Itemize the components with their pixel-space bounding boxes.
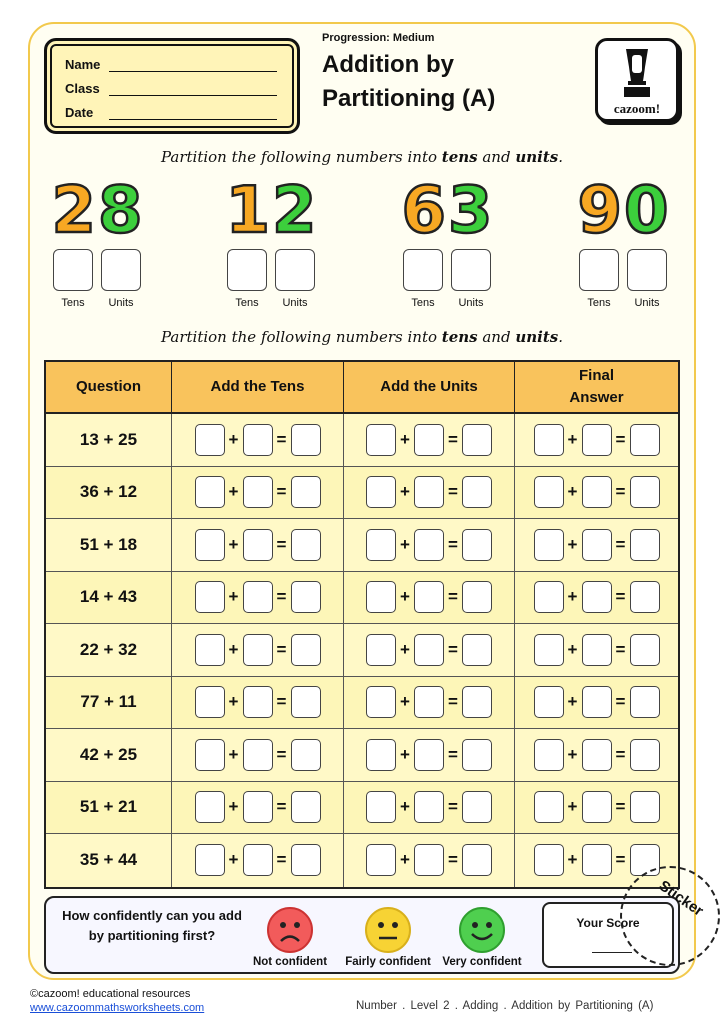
tens-label: Tens xyxy=(411,297,435,309)
equals-sign: = xyxy=(615,587,626,607)
question-cell: 51 + 21 xyxy=(46,782,172,834)
answer-box[interactable] xyxy=(366,739,396,771)
table-row xyxy=(46,414,678,467)
answer-box[interactable] xyxy=(462,581,492,613)
date-label: Date xyxy=(65,105,94,120)
plus-sign: + xyxy=(567,534,578,554)
tens-sum-cell xyxy=(172,834,344,887)
plus-sign: + xyxy=(567,744,578,764)
plus-sign: + xyxy=(400,692,410,712)
equation xyxy=(366,634,492,666)
answer-box[interactable] xyxy=(414,739,444,771)
answer-box[interactable] xyxy=(366,686,396,718)
question-cell: 13 + 25 xyxy=(46,414,172,466)
equals-sign: = xyxy=(276,482,287,502)
equation xyxy=(534,844,660,876)
equals-sign: = xyxy=(448,429,458,449)
answer-box[interactable] xyxy=(582,634,612,666)
answer-box[interactable] xyxy=(195,581,225,613)
question-cell: 22 + 32 xyxy=(46,624,172,676)
units-answer-box[interactable] xyxy=(451,249,491,291)
equation xyxy=(366,791,492,823)
tens-label: Tens xyxy=(587,297,611,309)
number-group xyxy=(216,175,326,309)
equation xyxy=(195,476,321,508)
answer-box[interactable] xyxy=(582,791,612,823)
equation xyxy=(195,791,321,823)
equals-sign: = xyxy=(615,797,626,817)
units-label: Units xyxy=(282,297,308,309)
equals-sign: = xyxy=(276,692,287,712)
equals-sign: = xyxy=(448,850,458,870)
answer-box[interactable] xyxy=(462,424,492,456)
instruction-units: units xyxy=(515,328,559,346)
plus-sign: + xyxy=(567,429,578,449)
final-answer-cell xyxy=(515,729,678,781)
equals-sign: = xyxy=(276,429,287,449)
equals-sign: = xyxy=(448,534,458,554)
student-info-box xyxy=(44,38,300,134)
equals-sign: = xyxy=(615,850,626,870)
answer-box[interactable] xyxy=(366,791,396,823)
plus-sign: + xyxy=(400,797,410,817)
equals-sign: = xyxy=(448,797,458,817)
copyright-block xyxy=(30,987,204,1015)
answer-box[interactable] xyxy=(195,634,225,666)
equals-sign: = xyxy=(448,744,458,764)
logo-figure-icon xyxy=(620,47,654,99)
answer-box[interactable] xyxy=(534,581,564,613)
units-label: Units xyxy=(634,297,660,309)
tens-digit: 9 xyxy=(577,174,622,248)
instruction-text: Partition the following numbers into xyxy=(160,328,442,346)
answer-box[interactable] xyxy=(582,686,612,718)
answer-box[interactable] xyxy=(582,424,612,456)
final-answer-cell xyxy=(515,519,678,571)
units-answer-box[interactable] xyxy=(101,249,141,291)
equals-sign: = xyxy=(448,482,458,502)
equation xyxy=(366,739,492,771)
equation xyxy=(195,581,321,613)
plus-sign: + xyxy=(228,850,239,870)
tens-label: Tens xyxy=(235,297,259,309)
table-row xyxy=(46,677,678,730)
tens-label: Tens xyxy=(61,297,85,309)
tens-sum-cell xyxy=(172,729,344,781)
answer-box[interactable] xyxy=(534,739,564,771)
answer-box[interactable] xyxy=(366,529,396,561)
plus-sign: + xyxy=(228,692,239,712)
answer-box[interactable] xyxy=(291,424,321,456)
answer-box[interactable] xyxy=(630,739,660,771)
plus-sign: + xyxy=(400,744,410,764)
instruction-and: and xyxy=(477,148,516,166)
equals-sign: = xyxy=(276,744,287,764)
units-sum-cell xyxy=(344,467,515,519)
answer-box[interactable] xyxy=(414,686,444,718)
units-digit: 0 xyxy=(624,174,669,248)
answer-box[interactable] xyxy=(195,529,225,561)
answer-box[interactable] xyxy=(462,686,492,718)
plus-sign: + xyxy=(228,429,239,449)
answer-box[interactable] xyxy=(582,529,612,561)
answer-box[interactable] xyxy=(462,791,492,823)
answer-box[interactable] xyxy=(195,739,225,771)
units-answer-box[interactable] xyxy=(627,249,667,291)
fairly-confident-label: Fairly confident xyxy=(345,956,431,968)
answer-box[interactable] xyxy=(366,581,396,613)
header-final-answer-label: Final Answer xyxy=(569,367,624,406)
units-label: Units xyxy=(458,297,484,309)
answer-box[interactable] xyxy=(366,424,396,456)
final-answer-cell xyxy=(515,572,678,624)
tens-digit: 1 xyxy=(225,174,270,248)
instruction-units: units xyxy=(515,148,559,166)
plus-sign: + xyxy=(228,639,239,659)
plus-sign: + xyxy=(567,692,578,712)
title-line-2: Partitioning (A) xyxy=(322,85,496,112)
happy-face-icon[interactable] xyxy=(458,906,506,954)
tens-answer-box[interactable] xyxy=(53,249,93,291)
plus-sign: + xyxy=(400,534,410,554)
equals-sign: = xyxy=(276,587,287,607)
equals-sign: = xyxy=(448,692,458,712)
final-answer-cell xyxy=(515,414,678,466)
plus-sign: + xyxy=(567,639,578,659)
answer-box[interactable] xyxy=(243,424,273,456)
answer-box[interactable] xyxy=(630,529,660,561)
equals-sign: = xyxy=(615,534,626,554)
confidence-question: How confidently can you add by partitioning first? xyxy=(62,908,242,943)
tens-sum-cell xyxy=(172,414,344,466)
answer-box[interactable] xyxy=(366,634,396,666)
tens-digit: 2 xyxy=(51,174,96,248)
sad-face-icon[interactable] xyxy=(266,906,314,954)
instruction-end: . xyxy=(558,328,564,346)
units-digit: 2 xyxy=(272,174,317,248)
tens-sum-cell xyxy=(172,624,344,676)
answer-box[interactable] xyxy=(630,791,660,823)
equation xyxy=(195,686,321,718)
equation xyxy=(366,686,492,718)
plus-sign: + xyxy=(228,482,239,502)
name-line[interactable] xyxy=(109,71,277,72)
equation xyxy=(195,634,321,666)
class-label: Class xyxy=(65,81,100,96)
copyright-text: ©cazoom! educational resources xyxy=(30,988,191,1000)
plus-sign: + xyxy=(228,587,239,607)
equals-sign: = xyxy=(448,587,458,607)
answer-box[interactable] xyxy=(534,686,564,718)
instruction-tens: tens xyxy=(441,328,478,346)
units-sum-cell xyxy=(344,782,515,834)
score-label: Your Score xyxy=(576,916,640,930)
plus-sign: + xyxy=(567,797,578,817)
tens-sum-cell xyxy=(172,467,344,519)
answer-box[interactable] xyxy=(414,844,444,876)
title-line-1: Addition by xyxy=(322,51,454,78)
equation xyxy=(534,424,660,456)
answer-box[interactable] xyxy=(195,476,225,508)
footer-breadcrumb: Number . Level 2 . Adding . Addition by Partitioning (A) xyxy=(356,1000,654,1012)
equation xyxy=(366,424,492,456)
number-group xyxy=(392,175,502,309)
equals-sign: = xyxy=(448,639,458,659)
answer-box[interactable] xyxy=(534,634,564,666)
plus-sign: + xyxy=(228,534,239,554)
final-answer-cell xyxy=(515,467,678,519)
table-body xyxy=(46,414,678,887)
answer-box[interactable] xyxy=(414,424,444,456)
instruction-and: and xyxy=(477,328,516,346)
question-cell: 14 + 43 xyxy=(46,572,172,624)
plus-sign: + xyxy=(400,850,410,870)
answer-box[interactable] xyxy=(195,791,225,823)
not-confident-label: Not confident xyxy=(252,956,328,968)
answer-box[interactable] xyxy=(630,581,660,613)
answer-box[interactable] xyxy=(534,476,564,508)
answer-box[interactable] xyxy=(630,686,660,718)
answer-box[interactable] xyxy=(291,529,321,561)
answer-box[interactable] xyxy=(366,844,396,876)
instruction-tens: tens xyxy=(441,148,478,166)
answer-box[interactable] xyxy=(414,791,444,823)
logo-text: cazoom! xyxy=(613,101,661,116)
equals-sign: = xyxy=(276,534,287,554)
number-group xyxy=(42,175,152,309)
tens-answer-box[interactable] xyxy=(227,249,267,291)
answer-box[interactable] xyxy=(534,844,564,876)
equation xyxy=(366,581,492,613)
class-line[interactable] xyxy=(109,95,277,96)
answer-box[interactable] xyxy=(582,581,612,613)
final-answer-cell xyxy=(515,677,678,729)
equation xyxy=(195,424,321,456)
answer-box[interactable] xyxy=(414,581,444,613)
addition-table xyxy=(44,360,680,889)
equation xyxy=(534,739,660,771)
answer-box[interactable] xyxy=(462,476,492,508)
units-sum-cell xyxy=(344,729,515,781)
confidence-box xyxy=(44,896,680,974)
plus-sign: + xyxy=(567,482,578,502)
instruction-text: Partition the following numbers into xyxy=(160,148,442,166)
units-digit: 3 xyxy=(448,174,493,248)
answer-box[interactable] xyxy=(462,844,492,876)
equals-sign: = xyxy=(276,797,287,817)
sticker-circle xyxy=(620,866,720,966)
equals-sign: = xyxy=(276,850,287,870)
answer-box[interactable] xyxy=(534,791,564,823)
answer-box[interactable] xyxy=(243,634,273,666)
equation xyxy=(195,844,321,876)
progression-label: Progression: Medium xyxy=(322,32,435,44)
answer-box[interactable] xyxy=(462,529,492,561)
table-row xyxy=(46,467,678,520)
tens-answer-box[interactable] xyxy=(403,249,443,291)
answer-box[interactable] xyxy=(243,476,273,508)
answer-box[interactable] xyxy=(534,424,564,456)
answer-box[interactable] xyxy=(291,791,321,823)
equation xyxy=(366,476,492,508)
question-cell: 36 + 12 xyxy=(46,467,172,519)
answer-box[interactable] xyxy=(243,791,273,823)
answer-box[interactable] xyxy=(630,424,660,456)
plus-sign: + xyxy=(228,797,239,817)
final-answer-cell xyxy=(515,624,678,676)
tens-sum-cell xyxy=(172,677,344,729)
plus-sign: + xyxy=(400,429,410,449)
table-row xyxy=(46,729,678,782)
instruction-2 xyxy=(0,328,724,346)
units-label: Units xyxy=(108,297,134,309)
answer-box[interactable] xyxy=(414,634,444,666)
plus-sign: + xyxy=(567,850,578,870)
name-label: Name xyxy=(65,57,101,72)
units-sum-cell xyxy=(344,677,515,729)
score-line xyxy=(592,952,632,953)
very-confident-label: Very confident xyxy=(442,956,522,968)
units-sum-cell xyxy=(344,414,515,466)
answer-box[interactable] xyxy=(414,476,444,508)
question-cell: 51 + 18 xyxy=(46,519,172,571)
answer-box[interactable] xyxy=(630,634,660,666)
plus-sign: + xyxy=(567,587,578,607)
plus-sign: + xyxy=(400,587,410,607)
equals-sign: = xyxy=(615,482,626,502)
header-add-units: Add the Units xyxy=(344,362,515,412)
answer-box[interactable] xyxy=(291,476,321,508)
tens-answer-box[interactable] xyxy=(579,249,619,291)
header-add-tens: Add the Tens xyxy=(172,362,344,412)
answer-box[interactable] xyxy=(195,424,225,456)
units-sum-cell xyxy=(344,519,515,571)
answer-box[interactable] xyxy=(534,529,564,561)
answer-box[interactable] xyxy=(291,634,321,666)
tens-sum-cell xyxy=(172,519,344,571)
answer-box[interactable] xyxy=(243,844,273,876)
table-header xyxy=(46,362,678,414)
answer-box[interactable] xyxy=(291,686,321,718)
equation xyxy=(195,739,321,771)
question-cell: 42 + 25 xyxy=(46,729,172,781)
plus-sign: + xyxy=(400,639,410,659)
number-group xyxy=(568,175,678,309)
neutral-face-icon[interactable] xyxy=(364,906,412,954)
equation xyxy=(534,634,660,666)
equation xyxy=(195,529,321,561)
answer-box[interactable] xyxy=(195,844,225,876)
final-answer-cell xyxy=(515,782,678,834)
answer-box[interactable] xyxy=(462,634,492,666)
header-question: Question xyxy=(46,362,172,412)
equals-sign: = xyxy=(276,639,287,659)
answer-box[interactable] xyxy=(243,739,273,771)
tens-sum-cell xyxy=(172,782,344,834)
plus-sign: + xyxy=(400,482,410,502)
table-row xyxy=(46,572,678,625)
answer-box[interactable] xyxy=(366,476,396,508)
units-digit: 8 xyxy=(98,174,143,248)
answer-box[interactable] xyxy=(582,844,612,876)
question-cell: 77 + 11 xyxy=(46,677,172,729)
date-line[interactable] xyxy=(109,119,277,120)
answer-box[interactable] xyxy=(243,529,273,561)
answer-box[interactable] xyxy=(243,581,273,613)
table-row xyxy=(46,519,678,572)
tens-sum-cell xyxy=(172,572,344,624)
answer-box[interactable] xyxy=(582,739,612,771)
answer-box[interactable] xyxy=(462,739,492,771)
equals-sign: = xyxy=(615,429,626,449)
equation xyxy=(534,791,660,823)
equation xyxy=(366,844,492,876)
units-sum-cell xyxy=(344,572,515,624)
units-sum-cell xyxy=(344,834,515,887)
plus-sign: + xyxy=(228,744,239,764)
page-title xyxy=(322,48,572,116)
equation xyxy=(534,581,660,613)
answer-box[interactable] xyxy=(291,739,321,771)
equation xyxy=(534,529,660,561)
equation xyxy=(534,686,660,718)
table-row xyxy=(46,624,678,677)
instruction-end: . xyxy=(558,148,564,166)
units-answer-box[interactable] xyxy=(275,249,315,291)
equals-sign: = xyxy=(615,744,626,764)
answer-box[interactable] xyxy=(414,529,444,561)
equation xyxy=(534,476,660,508)
answer-box[interactable] xyxy=(630,476,660,508)
equals-sign: = xyxy=(615,639,626,659)
answer-box[interactable] xyxy=(291,581,321,613)
table-row xyxy=(46,834,678,887)
website-link[interactable]: www.cazoommathsworksheets.com xyxy=(30,1002,205,1014)
answer-box[interactable] xyxy=(291,844,321,876)
header-final-answer xyxy=(515,362,678,412)
equation xyxy=(366,529,492,561)
table-row xyxy=(46,782,678,835)
tens-digit: 6 xyxy=(401,174,446,248)
equals-sign: = xyxy=(615,692,626,712)
question-cell: 35 + 44 xyxy=(46,834,172,887)
sticker-label: Sticker xyxy=(655,877,707,920)
answer-box[interactable] xyxy=(243,686,273,718)
answer-box[interactable] xyxy=(195,686,225,718)
answer-box[interactable] xyxy=(582,476,612,508)
cazoom-logo xyxy=(595,38,679,122)
units-sum-cell xyxy=(344,624,515,676)
instruction-1 xyxy=(0,148,724,166)
